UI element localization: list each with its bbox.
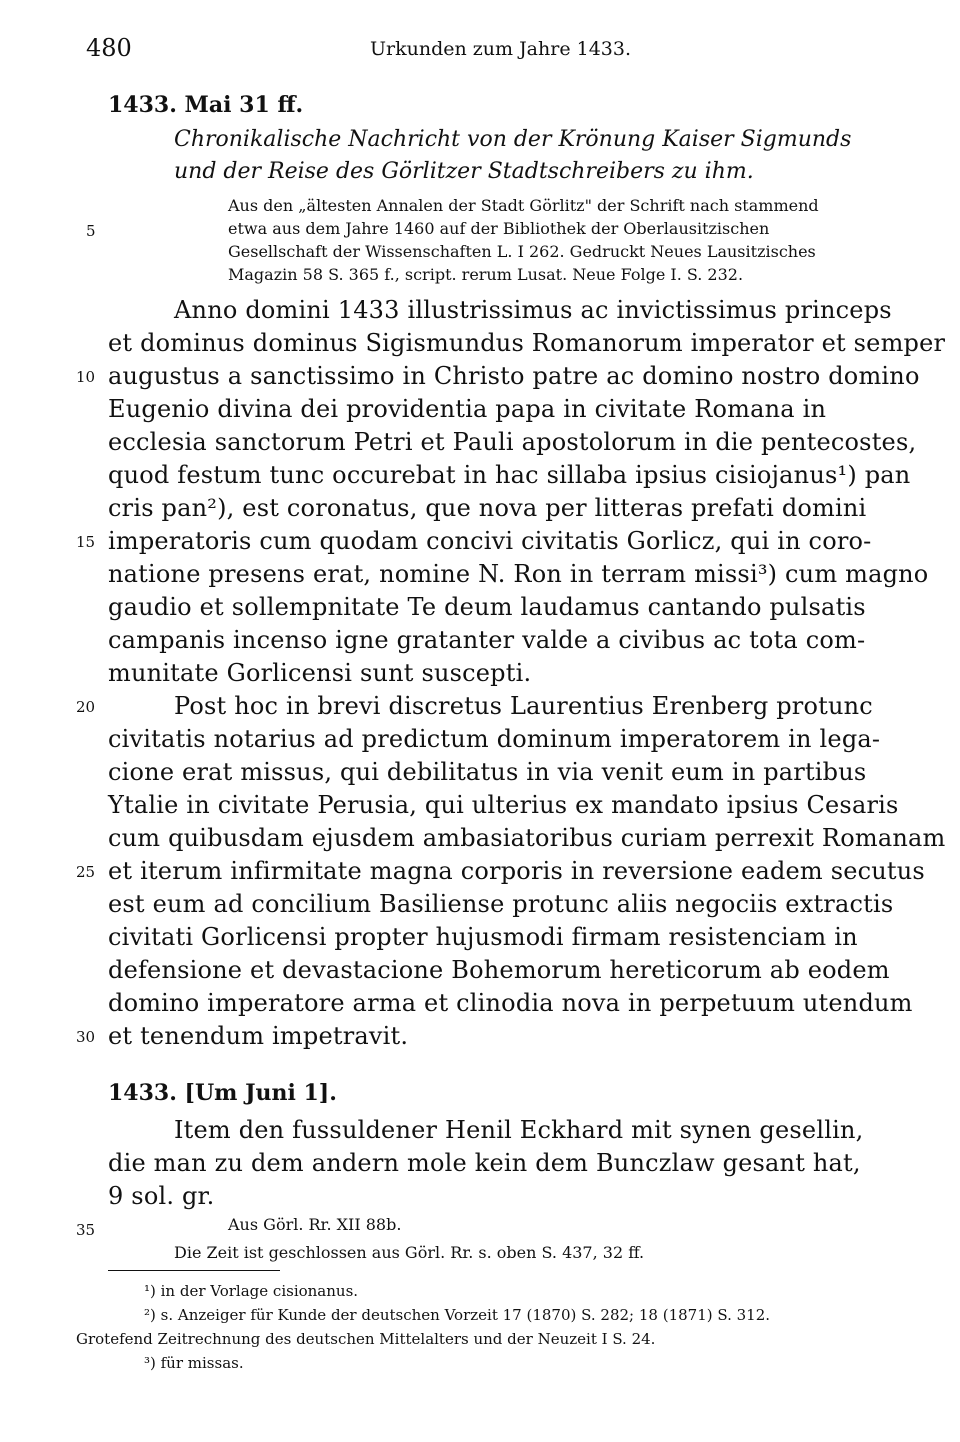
body-text-line: domino imperatore arma et clinodia nova in perpetuum utendum <box>108 989 913 1017</box>
body-text-line: gaudio et sollempnitate Te deum laudamus cantando pulsatis <box>108 593 866 621</box>
source-note-line: Gesellschaft der Wissenschaften L. I 262. Gedruckt Neues Lausitzisches <box>228 242 816 261</box>
body-text-line: campanis incenso igne gratanter valde a civibus ac tota com- <box>108 626 866 654</box>
body-text-line: augustus a sanctissimo in Christo patre ac domino nostro domino <box>108 362 920 390</box>
source-note-line: Magazin 58 S. 365 f., script. rerum Lusat. Neue Folge I. S. 232. <box>228 265 744 284</box>
entry-title-line: Chronikalische Nachricht von der Krönung Kaiser Sigmunds <box>174 127 852 152</box>
footnote: ¹) in der Vorlage cisionanus. <box>144 1282 359 1300</box>
body-text-line: et iterum infirmitate magna corporis in reversione eadem secutus <box>108 857 925 885</box>
footnote-divider <box>108 1270 280 1271</box>
body-text-line: cris pan²), est coronatus, que nova per litteras prefati domini <box>108 494 867 522</box>
body-text-line: civitatis notarius ad predictum dominum imperatorem in lega- <box>108 725 881 753</box>
source-note: Aus Görl. Rr. XII 88b. <box>228 1215 402 1234</box>
line-number: 15 <box>76 533 96 551</box>
body-text-line: quod festum tunc occurebat in hac sillaba ipsius cisiojanus¹) pan <box>108 461 911 489</box>
body-text-line: die man zu dem andern mole kein dem Bunczlaw gesant hat, <box>108 1149 861 1177</box>
body-text-line: ecclesia sanctorum Petri et Pauli apostolorum in die pentecostes, <box>108 428 917 456</box>
footnote: Grotefend Zeitrechnung des deutschen Mittelalters und der Neuzeit I S. 24. <box>76 1330 656 1348</box>
body-text-line: 9 sol. gr. <box>108 1182 215 1210</box>
body-text-line: defensione et devastacione Bohemorum hereticorum ab eodem <box>108 956 890 984</box>
line-number: 30 <box>76 1028 96 1046</box>
line-number: 35 <box>76 1221 96 1239</box>
body-text-line: et tenendum impetravit. <box>108 1022 409 1050</box>
body-text-line: Anno domini 1433 illustrissimus ac invictissimus princeps <box>174 296 892 324</box>
page-number: 480 <box>86 34 132 62</box>
line-number: 20 <box>76 698 96 716</box>
body-text-line: Eugenio divina dei providentia papa in civitate Romana in <box>108 395 827 423</box>
line-number: 5 <box>86 222 96 240</box>
date-note: Die Zeit ist geschlossen aus Görl. Rr. s. oben S. 437, 32 ff. <box>174 1243 645 1262</box>
body-text-line: imperatoris cum quodam concivi civitatis Gorlicz, qui in coro- <box>108 527 872 555</box>
body-text-line: Item den fussuldener Henil Eckhard mit synen gesellin, <box>174 1116 864 1144</box>
entry-date: 1433. Mai 31 ff. <box>108 92 304 118</box>
body-text-line: natione presens erat, nomine N. Ron in terram missi³) cum magno <box>108 560 929 588</box>
body-text-line: et dominus dominus Sigismundus Romanorum imperator et semper <box>108 329 946 357</box>
line-number: 10 <box>76 368 96 386</box>
line-number: 25 <box>76 863 96 881</box>
body-text-line: civitati Gorlicensi propter hujusmodi firmam resistenciam in <box>108 923 858 951</box>
body-text-line: Post hoc in brevi discretus Laurentius Erenberg protunc <box>174 692 873 720</box>
running-title: Urkunden zum Jahre 1433. <box>370 38 632 60</box>
body-text-line: est eum ad concilium Basiliense protunc aliis negociis extractis <box>108 890 894 918</box>
footnote: ³) für missas. <box>144 1354 244 1372</box>
source-note-line: Aus den „ältesten Annalen der Stadt Görlitz" der Schrift nach stammend <box>228 196 819 215</box>
source-note-line: etwa aus dem Jahre 1460 auf der Bibliothek der Oberlausitzischen <box>228 219 770 238</box>
body-text-line: cum quibusdam ejusdem ambasiatoribus curiam perrexit Romanam <box>108 824 946 852</box>
footnote: ²) s. Anzeiger für Kunde der deutschen Vorzeit 17 (1870) S. 282; 18 (1871) S. 312. <box>144 1306 771 1324</box>
body-text-line: cione erat missus, qui debilitatus in via venit eum in partibus <box>108 758 867 786</box>
entry-title-line: und der Reise des Görlitzer Stadtschreibers zu ihm. <box>174 159 754 184</box>
body-text-line: munitate Gorlicensi sunt suscepti. <box>108 659 532 687</box>
body-text-line: Ytalie in civitate Perusia, qui ulterius ex mandato ipsius Cesaris <box>108 791 899 819</box>
entry-date: 1433. [Um Juni 1]. <box>108 1080 337 1106</box>
